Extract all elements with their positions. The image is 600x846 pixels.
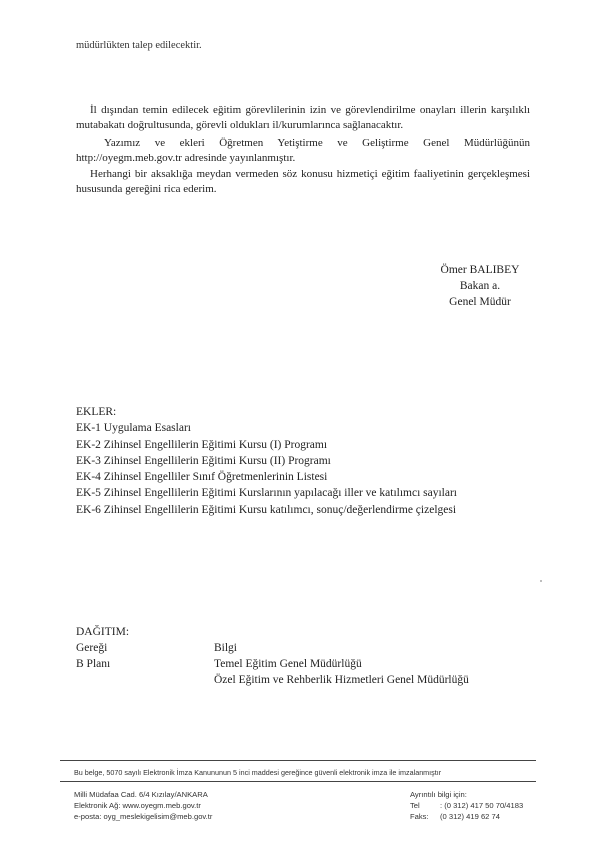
distribution-action-label: Gereği (76, 642, 108, 654)
contact-fax-label: Faks: (410, 812, 429, 821)
e-signature-note: Bu belge, 5070 sayılı Elektronik İmza Kanununun 5 inci maddesi gereğince güvenli elektronik imza ile imzalanmıştır (74, 768, 442, 777)
contact-tel-value: : (0 312) 417 50 70/4183 (440, 801, 524, 810)
signer-proxy: Bakan a. (459, 280, 501, 292)
attachments-section (76, 404, 457, 518)
paragraph-herhangi-text: Herhangi bir aksaklığa meydan vermeden söz konusu hizmetiçi eğitim faaliyetinin gerçekleşmesi hususunda gereğini rica ederim. (76, 168, 530, 195)
paragraph-herhangi (76, 167, 530, 197)
distribution-action (76, 640, 110, 672)
contact-phone-block (410, 789, 523, 822)
contact-email: e-posta: oyg_meslekigelisim@meb.gov.tr (74, 812, 213, 821)
distribution-action-item: B Planı (76, 658, 111, 670)
paragraph-yazimiz (76, 136, 530, 166)
contact-address: Milli Müdafaa Cad. 6/4 Kızılay/ANKARA (74, 790, 208, 799)
contact-info-heading: Ayrıntılı bilgi için: (410, 790, 467, 799)
distribution-info-label: Bilgi (214, 642, 238, 654)
scan-speck (540, 580, 542, 582)
signature-block (420, 262, 540, 310)
contact-web: Elektronik Ağ: www.oyegm.meb.gov.tr (74, 801, 201, 810)
footer-divider-top (60, 760, 536, 761)
contact-address-block (74, 789, 212, 822)
signer-title: Genel Müdür (449, 296, 511, 308)
distribution-info-item: Temel Eğitim Genel Müdürlüğü (214, 658, 362, 670)
attachment-item: EK-3 Zihinsel Engellilerin Eğitimi Kursu (II) Programı (76, 454, 331, 467)
distribution-info (214, 640, 469, 688)
attachment-item: EK-6 Zihinsel Engellilerin Eğitimi Kursu katılımcı, sonuç/değerlendirme çizelgesi (76, 503, 457, 516)
attachment-item: EK-4 Zihinsel Engelliler Sınıf Öğretmenlerinin Listesi (76, 471, 328, 484)
contact-fax-value: (0 312) 419 62 74 (440, 812, 500, 821)
attachment-item: EK-1 Uygulama Esasları (76, 422, 191, 435)
distribution-info-item: Özel Eğitim ve Rehberlik Hizmetleri Genel Müdürlüğü (214, 674, 469, 686)
footer-divider-bottom (60, 781, 536, 782)
contact-fax-row (410, 811, 523, 822)
signer-name: Ömer BALIBEY (440, 264, 520, 276)
paragraph-izin-text: İl dışından temin edilecek eğitim görevlilerinin izin ve görevlendirilme onayları illerin karşılıklı mutabakatı doğrultusunda, görevli oldukları il/kurumlarınca sağlanacaktır. (76, 104, 530, 131)
attachment-item: EK-5 Zihinsel Engellilerin Eğitimi Kurslarının yapılacağı iller ve katılımcı sayıları (76, 487, 457, 500)
attachments-heading: EKLER: (76, 406, 117, 418)
intro-text: müdürlükten talep edilecektir. (76, 40, 202, 51)
distribution-heading: DAĞITIM: (76, 626, 130, 638)
contact-tel-row (410, 800, 523, 811)
paragraph-izin (76, 103, 530, 133)
paragraph-yazimiz-text: Yazımız ve ekleri Öğretmen Yetiştirme ve Geliştirme Genel Müdürlüğünün http://oyegm.meb.gov.tr adresinde yayınlanmıştır. (76, 137, 530, 164)
contact-tel-label: Tel (410, 801, 420, 810)
attachment-item: EK-2 Zihinsel Engellilerin Eğitimi Kursu (I) Programı (76, 438, 328, 451)
